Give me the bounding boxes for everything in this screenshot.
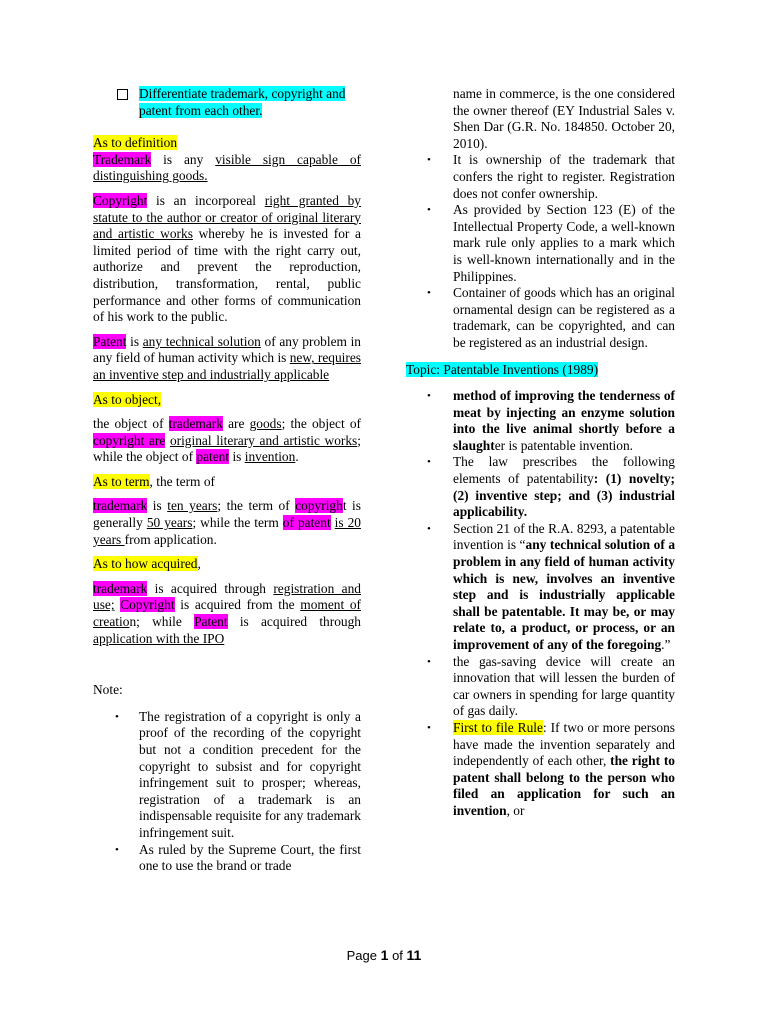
definition-patent: Patent is any technical solution of any problem in any field of human activity which is new, requires an inventive step and industrially applicable [93, 333, 361, 382]
acquired-paragraph: trademark is acquired through registration and use; Copyright is acquired from the moment of creation; while Patent is acquired through application with the IPO [93, 580, 362, 646]
patentable-list [427, 388, 676, 819]
checklist-text: Differentiate trademark, copyright and patent from each other. [139, 86, 346, 118]
topic-heading: Topic: Patentable Inventions (1989) [406, 361, 599, 377]
right-column [406, 86, 676, 820]
bullet-icon: • [427, 522, 431, 535]
bullet-icon: • [427, 456, 431, 469]
note-list [93, 709, 361, 875]
list-item: • The law prescribes the following elements of patentability: (1) novelty; (2) inventive step; and (3) industrial applicability. [427, 454, 675, 520]
bullet-icon: • [427, 204, 431, 217]
continued-text: name in commerce, is the one considered the owner thereof (EY Industrial Sales v. Shen Dar (G.R. No. 184850. October 20, 2010). [453, 86, 675, 151]
list-item: • the gas-saving device will create an innovation that will lessen the burden of car owners in spending for large quantity of gas daily. [427, 653, 675, 719]
bullet-icon: • [427, 154, 431, 167]
left-column [93, 86, 361, 875]
checkbox-icon [117, 89, 128, 100]
bullet-icon: • [427, 655, 431, 668]
bullet-icon: • [115, 843, 119, 856]
list-item: • As ruled by the Supreme Court, the first one to use the brand or trade [115, 841, 361, 874]
bullet-icon: • [427, 287, 431, 300]
page-total: 11 [406, 947, 422, 963]
page-footer [0, 947, 768, 965]
trademark-notes-list [427, 152, 675, 351]
list-item: • Section 21 of the R.A. 8293, a patentable invention is “any technical solution of a problem in any field of human activity which is new, involves an inventive step and is industrially applicable shall be patentable. It may be, or may relate to, a product, or process, or an improvement of any of the foregoing.” [427, 520, 676, 652]
list-item: • The registration of a copyright is only a proof of the recording of the copyright but not a condition precedent for the copyright to subsist and for copyright infringement suit to prosper; whereas, registration of a trademark is an indispensable requisite for any trademark infringement suit. [115, 708, 361, 840]
note-label: Note: [93, 682, 123, 698]
acquired-heading: As to how acquired, [93, 556, 201, 572]
term-heading: As to term, the term of [93, 473, 215, 489]
definition-copyright: Copyright is an incorporeal right granted by statute to the author or creator of original literary and artistic works whereby he is invested for a limited period of time with the right carry out, authorize and prevent the reproduction, distribution, transformation, rental, public performance and other forms of communication of his work to the public. [93, 192, 362, 325]
of-word: of [392, 948, 403, 963]
object-heading: As to object, [93, 391, 162, 407]
definition-heading: As to definition [93, 135, 178, 151]
page-word: Page [346, 948, 378, 963]
page-number: 1 [380, 947, 389, 963]
list-item: • Container of goods which has an original ornamental design can be registered as a trademark, can be copyrighted, and can be registered as an industrial design. [427, 285, 675, 350]
bullet-icon: • [115, 710, 119, 723]
list-item: • First to file Rule: If two or more persons have made the invention separately and independently of each other, the right to patent shall belong to the person who filed an application for such an invention, or [427, 719, 675, 818]
list-item: • As provided by Section 123 (E) of the Intellectual Property Code, a well-known mark rule only applies to a mark which is well-known internationally and in the Philippines. [427, 202, 675, 284]
list-item: • method of improving the tenderness of meat by injecting an enzyme solution into the live animal shortly before a slaughter is patentable invention. [427, 388, 675, 453]
definition-trademark: Trademark is any visible sign capable of distinguishing goods. [93, 151, 361, 184]
term-paragraph: trademark is ten years; the term of copyright is generally 50 years; while the term of patent is 20 years from application. [93, 498, 361, 547]
checklist-item [93, 86, 361, 119]
bullet-icon: • [427, 390, 431, 403]
object-paragraph: the object of trademark are goods; the object of copyright are original literary and artistic works; while the object of patent is invention. [93, 416, 361, 465]
list-item: • It is ownership of the trademark that confers the right to register. Registration does not confer ownership. [427, 152, 675, 201]
bullet-icon: • [427, 721, 431, 734]
